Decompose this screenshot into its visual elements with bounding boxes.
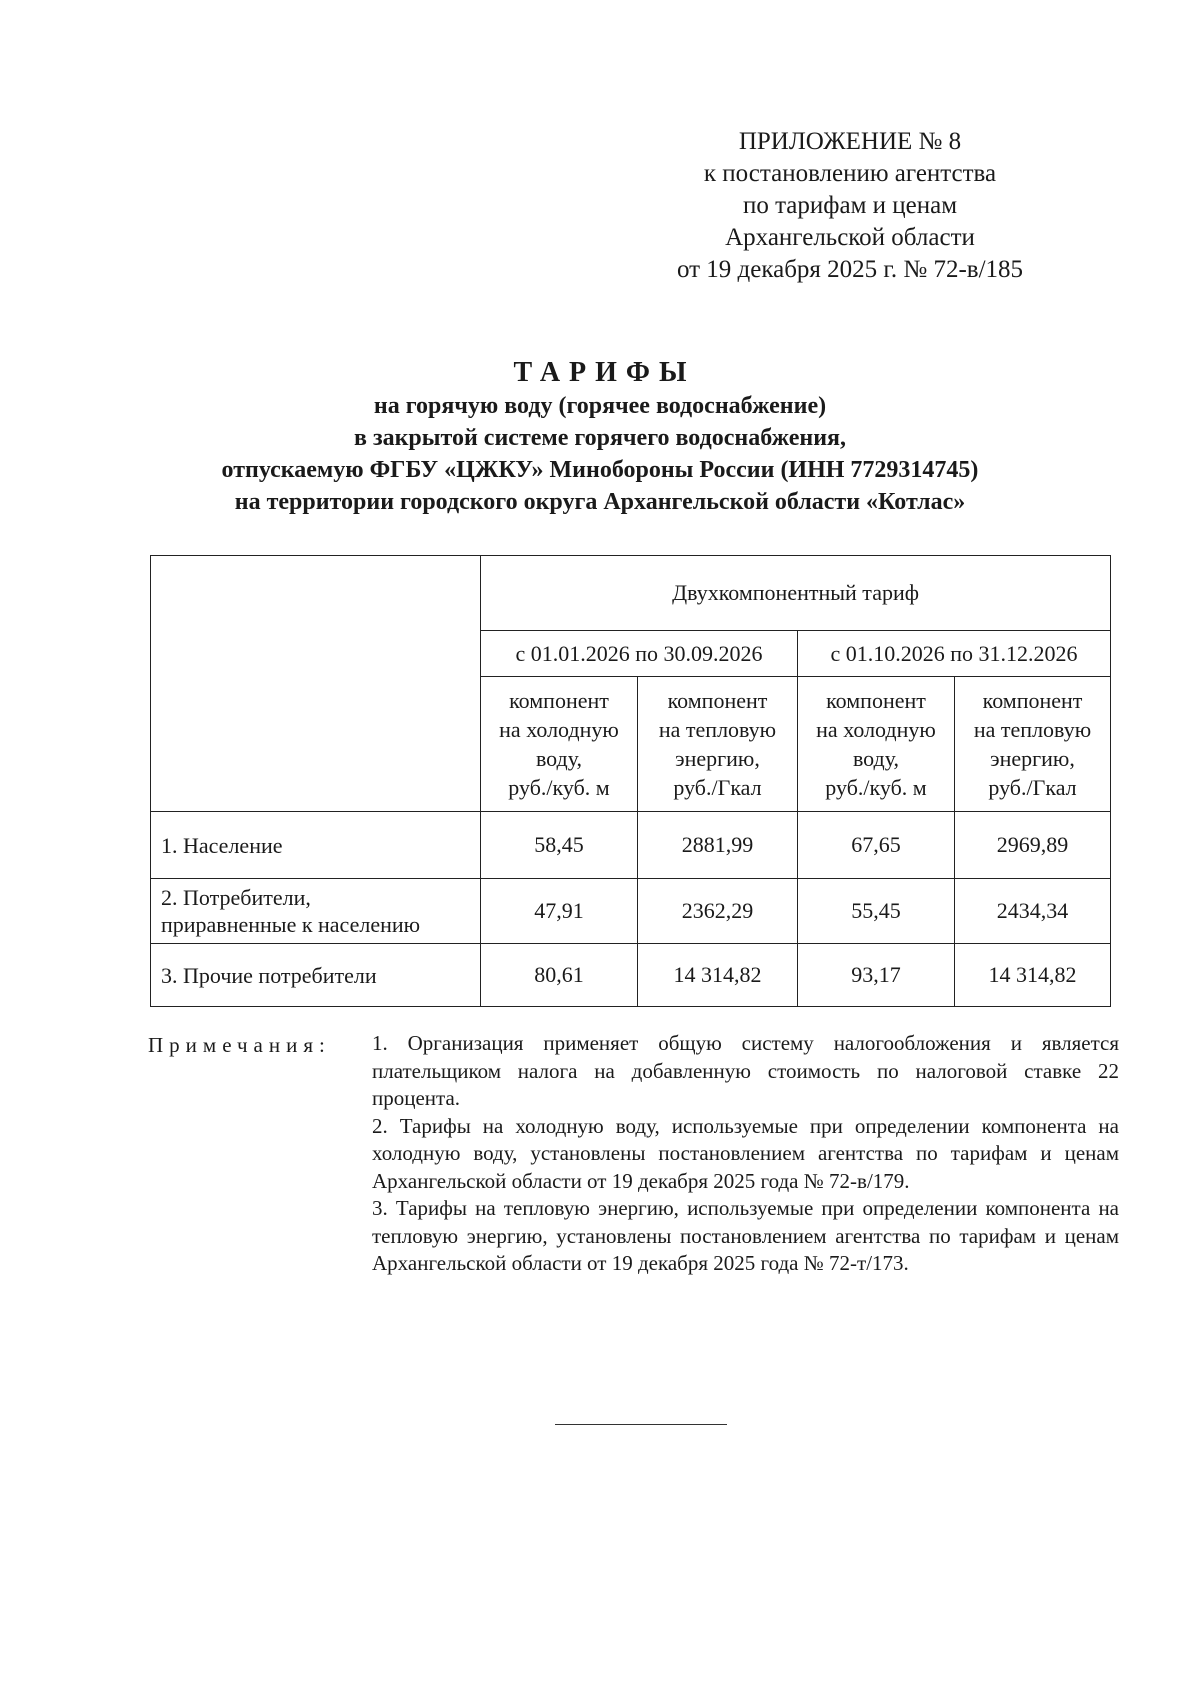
- component-unit: руб./Гкал: [673, 775, 762, 800]
- appendix-number: ПРИЛОЖЕНИЕ № 8: [738, 128, 962, 155]
- component-header: [798, 677, 955, 812]
- component-text: на холодную: [499, 717, 619, 742]
- table-row: [151, 879, 1111, 944]
- appendix-date-number: от 19 декабря 2025 г. № 72-в/185: [676, 256, 1024, 283]
- row-label-text: 3. Прочие потребители: [161, 962, 377, 988]
- row-label: [151, 812, 481, 879]
- row-label: [151, 879, 481, 944]
- table-cell: 55,45: [798, 879, 955, 944]
- component-header: [638, 677, 798, 812]
- table-cell: 2434,34: [955, 879, 1111, 944]
- component-text: воду,: [852, 746, 900, 771]
- component-text: воду,: [535, 746, 583, 771]
- notes-label: Примечания:: [148, 1033, 331, 1057]
- component-header: [955, 677, 1111, 812]
- component-text: компонент: [826, 688, 926, 713]
- table-cell: 47,91: [481, 879, 638, 944]
- row-label-text: приравненные к населению: [161, 912, 421, 937]
- table-corner-cell: [151, 556, 481, 812]
- table-cell: 14 314,82: [955, 944, 1111, 1007]
- title-line: отпускаемую ФГБУ «ЦЖКУ» Минобороны России (ИНН 7729314745): [221, 457, 979, 483]
- component-unit: руб./Гкал: [988, 775, 1077, 800]
- component-unit: руб./куб. м: [825, 775, 927, 800]
- appendix-header: [640, 126, 1060, 286]
- table-cell: 80,61: [481, 944, 638, 1007]
- title-line: в закрытой системе горячего водоснабжения,: [353, 425, 847, 451]
- table-row: [151, 944, 1111, 1007]
- table-cell: 2881,99: [638, 812, 798, 879]
- table-cell: 67,65: [798, 812, 955, 879]
- note-item: 1. Организация применяет общую систему налогообложения и является плательщиком налога на добавленную стоимость по налоговой ставке 22 процента.: [372, 1031, 1119, 1110]
- closing-rule: [555, 1424, 727, 1425]
- component-text: энергию,: [675, 746, 760, 771]
- appendix-line: к постановлению агентства: [703, 160, 997, 187]
- table-cell: 58,45: [481, 812, 638, 879]
- table-row: [151, 812, 1111, 879]
- table-cell: 2362,29: [638, 879, 798, 944]
- table-cell: 14 314,82: [638, 944, 798, 1007]
- component-unit: руб./куб. м: [508, 775, 610, 800]
- row-label-text: 2. Потребители,: [161, 885, 311, 910]
- note-item: 2. Тарифы на холодную воду, используемые при определении компонента на холодную воду, установлены постановлением агентства по тарифам и ценам Архангельской области от 19 декабря 2025 года № 72-в/179.: [372, 1113, 1119, 1193]
- table-cell: 93,17: [798, 944, 955, 1007]
- component-text: энергию,: [990, 746, 1075, 771]
- table-cell: 2969,89: [955, 812, 1111, 879]
- title-main: ТАРИФЫ: [513, 357, 696, 388]
- document-title: [100, 356, 1100, 518]
- period-header: с 01.10.2026 по 31.12.2026: [798, 631, 1111, 677]
- tariff-table: [150, 555, 1111, 1007]
- note-item: 3. Тарифы на тепловую энергию, используемые при определении компонента на тепловую энергию, установлены постановлением агентства по тарифам и ценам Архангельской области от 19 декабря 2025 года № 72-т/173.: [372, 1196, 1119, 1275]
- component-text: на тепловую: [658, 717, 777, 742]
- table-header: Двухкомпонентный тариф: [481, 556, 1111, 631]
- title-line: на горячую воду (горячее водоснабжение): [373, 393, 827, 419]
- component-text: на тепловую: [973, 717, 1092, 742]
- title-line: на территории городского округа Архангельской области «Котлас»: [234, 489, 966, 515]
- row-label-text: 1. Население: [161, 832, 283, 858]
- appendix-line: Архангельской области: [725, 224, 975, 251]
- notes-list: [372, 1030, 1119, 1278]
- appendix-line: по тарифам и ценам: [742, 192, 958, 219]
- component-text: компонент: [982, 688, 1083, 713]
- period-header: с 01.01.2026 по 30.09.2026: [481, 631, 798, 677]
- component-text: на холодную: [816, 717, 936, 742]
- row-label: [151, 944, 481, 1007]
- component-header: [481, 677, 638, 812]
- component-text: компонент: [667, 688, 768, 713]
- component-text: компонент: [509, 688, 609, 713]
